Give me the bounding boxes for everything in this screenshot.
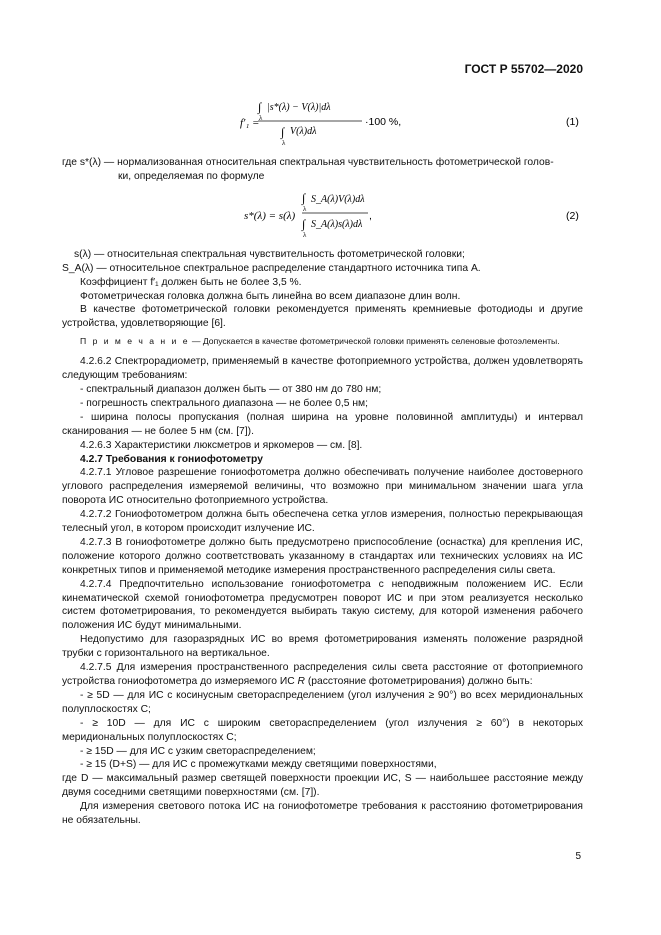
- section-4275-r: R: [297, 676, 305, 687]
- note-text: — Допускается в качестве фотометрической головки применять селеновые фотоэлементы.: [189, 336, 560, 347]
- section-427-heading: [62, 453, 583, 467]
- section-4271: 4.2.7.1 Угловое разрешение гониофотометра должно обеспечивать получение наиболее достоверного углового распределения измеряемой величины, что возможно при минимальном значении шага угла поворота ИС относительно фотоприемного устройства.: [62, 467, 583, 507]
- definition-s: s(λ) — относительная спектральная чувствительность фотометрической головки;: [74, 248, 465, 260]
- section-4262-intro: 4.2.6.2 Спектрорадиометр, применяемый в качестве фотоприемного устройства, должен удовлетворять следующим требованиям:: [62, 356, 583, 382]
- section-4275-intro-a: 4.2.7.5 Для измерения пространственного распределения силы света расстояние от фотоприемного устройства гониофотометра до измеряемого ИС: [62, 662, 583, 687]
- section-4275-item-4: - ≥ 15 (D+S) — для ИС с промежутками между светящими поверхностями,: [80, 759, 437, 771]
- section-4263: 4.2.6.3 Характеристики люксметров и яркомеров — см. [8].: [80, 439, 363, 451]
- section-4262-item-2: - погрешность спектрального диапазона — не более 0,5 нм;: [80, 397, 368, 409]
- section-4275-intro: [62, 661, 583, 689]
- section-4262-item-1: - спектральный диапазон должен быть — от 380 нм до 780 нм;: [80, 383, 382, 395]
- eq1-tail: ·100 %,: [365, 116, 402, 128]
- section-4275-last: Для измерения светового потока ИС на гониофотометре требования к расстоянию фотометрирования не обязательны.: [62, 801, 583, 827]
- eq2-num-sub: λ: [303, 204, 307, 213]
- section-427-number: 4.2.7: [80, 453, 103, 465]
- eq1-num-sub: λ: [259, 114, 263, 122]
- equation-1-graphic: [62, 96, 583, 156]
- eq1-num-integral: ∫: [258, 100, 262, 114]
- document-body: [62, 96, 583, 828]
- eq1-den-integral: ∫: [281, 125, 285, 139]
- equation-2: [62, 186, 583, 248]
- eq1-lhs: f′₁ =: [240, 117, 260, 129]
- section-4273: 4.2.7.3 В гониофотометре должно быть предусмотрено приспособление (оснастка) для крепления ИС, положение которого должно соответствовать указанному в стандартах или технических условиях на ИС конкретных типов и применяемой методике измерения пространственного распределения силы света.: [62, 536, 583, 576]
- eq1-numerator: |s*(λ) − V(λ)|dλ: [267, 102, 331, 113]
- section-4275-item-3: - ≥ 15D — для ИС с узким светораспределением;: [80, 745, 316, 757]
- definition-sa: S_A(λ) — относительное спектральное распределение стандартного источника типа А.: [62, 262, 481, 274]
- note: [62, 335, 583, 349]
- eq1-number: (1): [566, 116, 579, 128]
- note-label: П р и м е ч а н и е: [80, 336, 190, 347]
- section-4275-item-1: - ≥ 5D — для ИС с косинусным светораспределением (угол излучения ≥ 90°) во всех меридиональных полуплоскостях С;: [62, 689, 583, 715]
- eq1-den-sub: λ: [282, 139, 286, 147]
- page-number: 5: [575, 851, 581, 862]
- eq2-denominator: S_A(λ)s(λ)dλ: [311, 218, 363, 230]
- section-4275-item-2: - ≥ 10D — для ИС с широким светораспределением (угол излучения ≥ 60°) в некоторых меридиональных полуплоскостях С;: [62, 717, 583, 743]
- eq2-den-sub: λ: [303, 230, 307, 239]
- section-4274-gas-discharge: Недопустимо для газоразрядных ИС во время фотометрирования изменять положение разрядной трубки с горизонтального на вертикальное.: [62, 634, 583, 660]
- eq2-lhs: s*(λ) = s(λ): [244, 209, 296, 222]
- equation-1: [62, 96, 583, 156]
- document-id: ГОСТ Р 55702—2020: [464, 62, 583, 76]
- eq2-tail: ,: [369, 209, 372, 222]
- eq1-denominator: V(λ)dλ: [290, 126, 317, 137]
- section-4275-where: где D — максимальный размер светящей поверхности проекции ИС, S — наибольшее расстояние между двумя соседними светящими поверхностями (см. [7]).: [62, 773, 583, 799]
- photodiode-recommendation: В качестве фотометрической головки рекомендуется применять кремниевые фотодиоды и другие устройства, удовлетворяющие [6].: [62, 304, 583, 330]
- eq2-numerator: S_A(λ)V(λ)dλ: [311, 193, 365, 205]
- section-4262-item-3: - ширина полосы пропускания (полная ширина на уровне половинной амплитуды) и интервал сканирования — не более 5 нм (см. [7]).: [62, 411, 583, 437]
- paragraph-where-s-line1: где s*(λ) — нормализованная относительная спектральная чувствительность фотометрической голов-: [62, 157, 554, 168]
- section-4272: 4.2.7.2 Гониофотометром должна быть обеспечена сетка углов измерения, полностью перекрывающая телесный угол, в котором происходит излучение ИС.: [62, 509, 583, 535]
- eq2-den-integral: ∫: [302, 216, 306, 231]
- equation-2-graphic: [62, 186, 583, 248]
- paragraph-where-s-line2: ки, определяемая по формуле: [118, 170, 265, 182]
- coefficient-limit: Коэффициент f′₁ должен быть не более 3,5 %.: [80, 276, 302, 288]
- eq2-num-integral: ∫: [302, 190, 306, 205]
- section-4275-intro-b: (расстояние фотометрирования) должно быть:: [304, 676, 533, 687]
- eq2-number: (2): [566, 209, 579, 222]
- section-4274: 4.2.7.4 Предпочтительно использование гониофотометра с неподвижным положением ИС. Если кинематической схемой гониофотометра предусмотрен поворот ИС и при этом реализуется несколько систем фотометрирования, то рекомендуется выбирать такую систему, для которой изменения рабочего положения ИС будут минимальными.: [62, 578, 583, 632]
- paragraph-where-s: [62, 156, 583, 184]
- section-427-title: Требования к гониофотометру: [102, 453, 263, 465]
- linearity-statement: Фотометрическая головка должна быть линейна во всем диапазоне длин волн.: [80, 290, 461, 302]
